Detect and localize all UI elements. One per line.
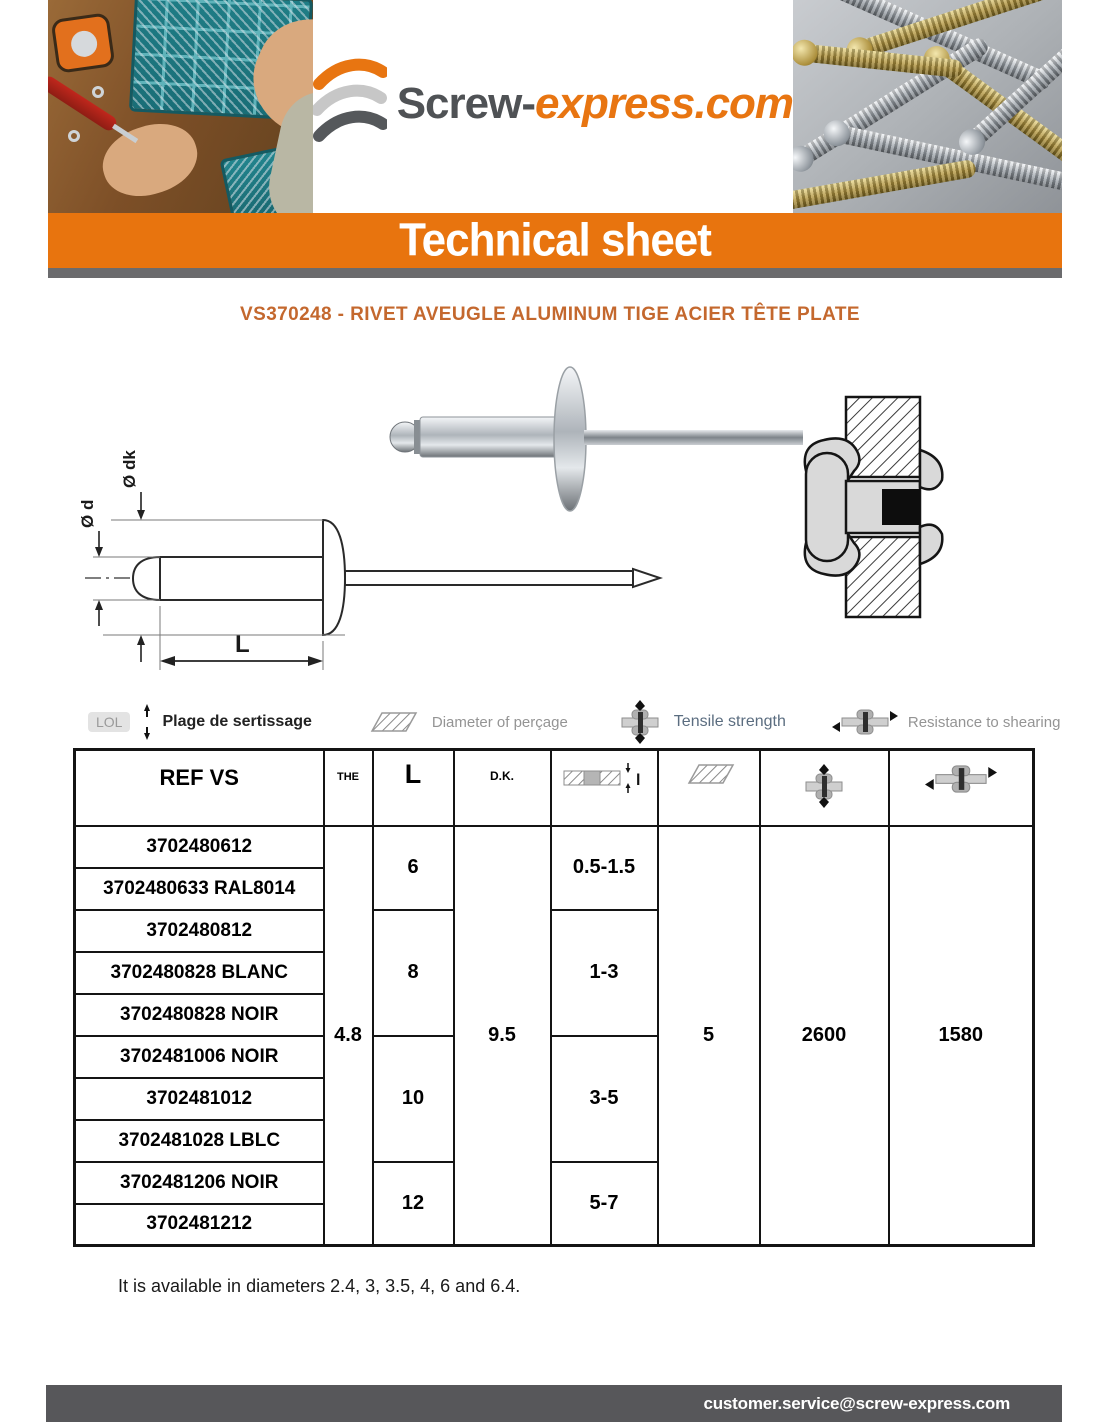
header-drill-diameter [658,750,760,826]
header-the: THE [324,750,373,826]
screwdriver-image [48,74,119,133]
crimp-range-cell: 3-5 [551,1036,658,1162]
the-value-cell: 4.8 [324,826,373,1246]
length-cell: 6 [373,826,454,910]
length-cell: 12 [373,1162,454,1246]
shear-resistance-label: Resistance to shearing [907,713,1061,731]
spec-table [73,748,1035,1247]
drill-diameter-icon [364,709,420,735]
crimp-range-cell: 5-7 [551,1162,658,1246]
tensile-strength-header-icon [804,761,844,811]
banner-underline-strip [48,268,1062,278]
screw-express-logo [313,58,793,150]
drill-diameter-header-icon [681,761,737,787]
ref-cell: 3702480828 BLANC [75,952,324,994]
logo-swoosh-icon [313,58,387,150]
header-dk: D.K. [454,750,551,826]
footer-bar [46,1385,1062,1422]
spec-table-wrap [73,748,1035,1247]
tensile-strength-icon [620,700,660,744]
ref-cell: 3702481012 [75,1078,324,1120]
crimp-range-tick-label: l [636,772,641,789]
header-crimp-range [551,750,658,826]
tensile-strength-label: Tensile strength [673,713,786,730]
table-row [75,826,1034,868]
logo-text-secondary: express.com [535,79,794,128]
logo-text-primary: Screw- [396,79,535,128]
drill-diameter-label: Diameter of perçage [431,713,568,731]
dimension-label-length: L [235,631,250,658]
header-shear [889,750,1034,826]
workbench-photo [48,0,313,213]
crimp-range-cell: 1-3 [551,910,658,1036]
drill-diameter-cell: 5 [658,826,760,1246]
screw-pile-photo [793,0,1062,213]
ref-cell: 3702481006 NOIR [75,1036,324,1078]
shear-cell: 1580 [889,826,1034,1246]
length-cell: 8 [373,910,454,1036]
header [48,0,1062,213]
dk-value-cell: 9.5 [454,826,551,1246]
product-title: VS370248 - RIVET AVEUGLE ALUMINUM TIGE ACIER TÊTE PLATE [240,304,860,325]
ref-cell: 3702481212 [75,1204,324,1246]
crimp-range-label: Plage de sertissage [162,713,312,730]
ref-cell: 3702481206 NOIR [75,1162,324,1204]
washer-image [92,86,104,98]
banner-title: Technical sheet [399,214,711,266]
technical-sheet-banner [48,213,1062,268]
dimension-label-dk: Ø dk [120,450,139,488]
crimp-range-cell: 0.5-1.5 [551,826,658,910]
availability-note: It is available in diameters 2.4, 3, 3.5, 4, 6 and 6.4. [118,1276,521,1296]
ref-cell: 3702480633 RAL8014 [75,868,324,910]
table-header-row [75,750,1034,826]
length-cell: 10 [373,1036,454,1162]
rivet-technical-drawing [63,430,663,698]
ref-cell: 3702480812 [75,910,324,952]
dimension-label-d: Ø d [78,499,97,528]
lol-tag: LOL [88,712,130,732]
shear-resistance-header-icon [925,761,997,797]
tensile-cell: 2600 [760,826,889,1246]
header-ref: REF VS [75,750,324,826]
header-length: L [373,750,454,826]
crimp-range-header-icon [562,761,646,795]
ref-cell: 3702480828 NOIR [75,994,324,1036]
installed-rivet-cross-section [798,395,948,625]
logo-wordmark [397,79,793,129]
customer-service-email-link[interactable]: customer.service@screw-express.com [703,1393,1010,1413]
tape-measure-image [51,12,116,74]
washer-image [68,130,80,142]
ref-cell: 3702481028 LBLC [75,1120,324,1162]
logo-area [313,0,793,213]
crimp-range-icon [140,704,154,740]
header-tensile [760,750,889,826]
diagram-band [48,355,1062,700]
screw-image [793,159,977,211]
ref-cell: 3702480612 [75,826,324,868]
legend-row [48,699,1062,745]
shear-resistance-icon [832,706,898,738]
